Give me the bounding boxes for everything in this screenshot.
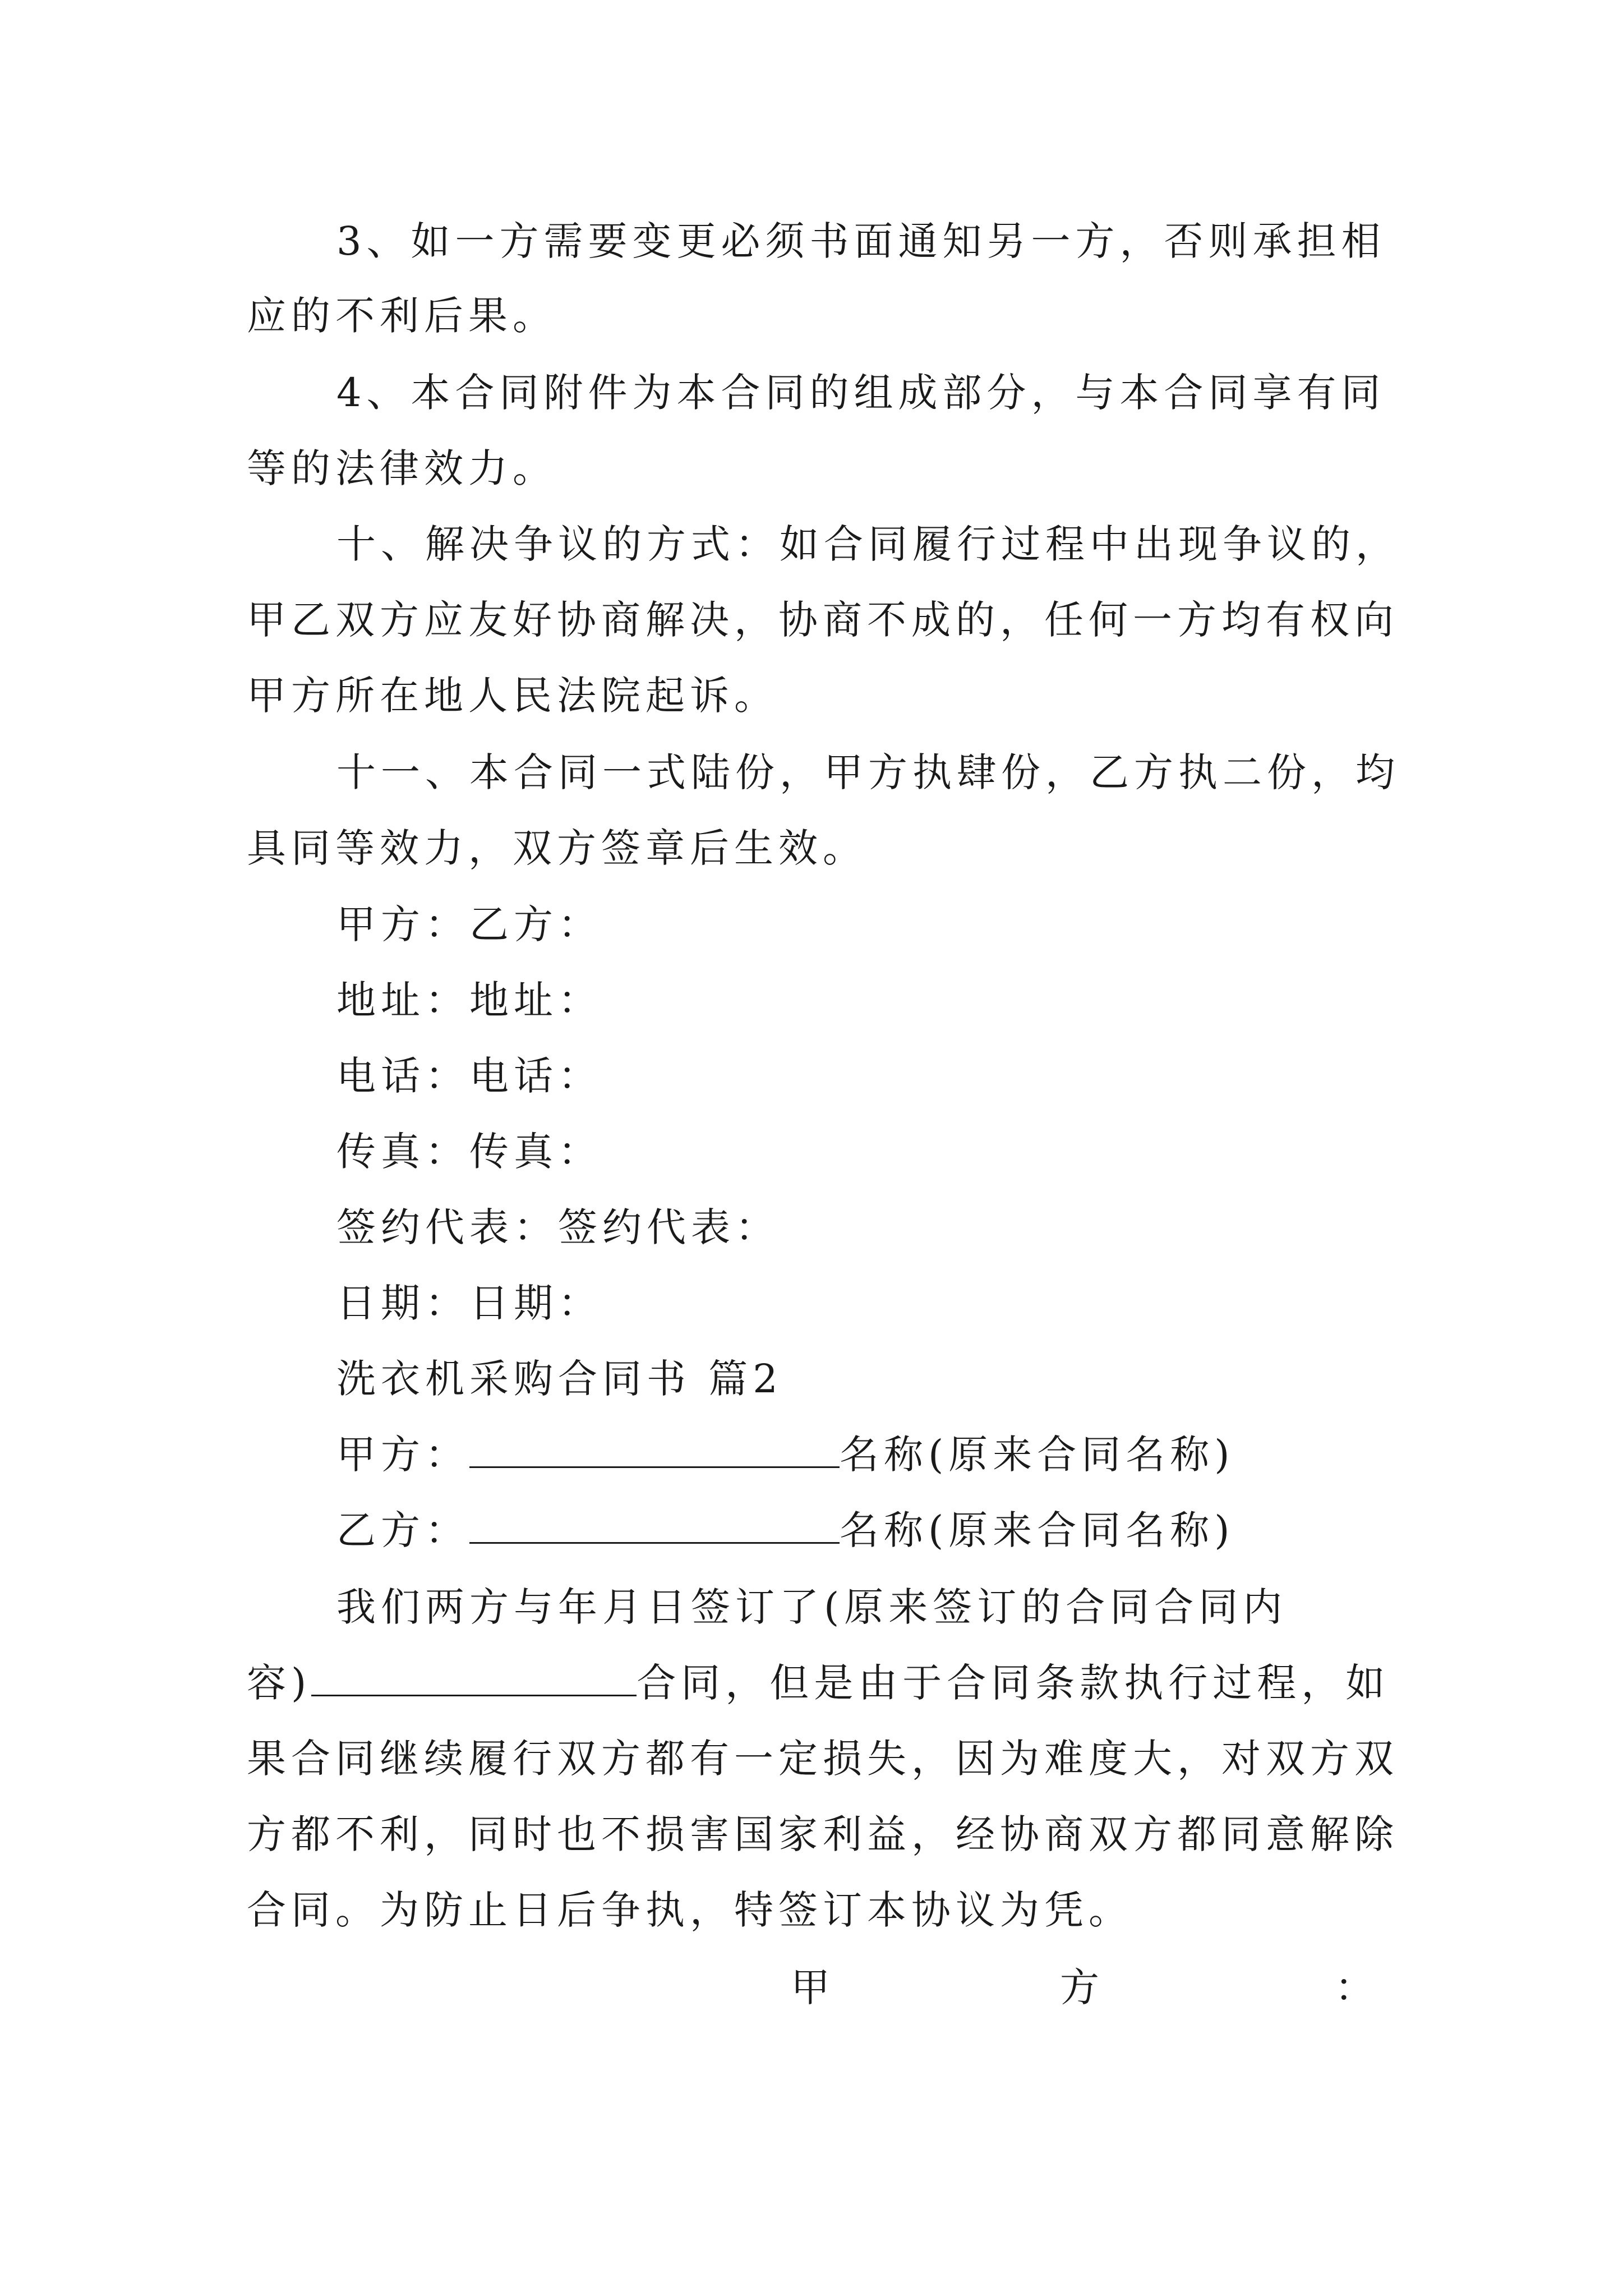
signature-char-1: 甲 xyxy=(791,1964,830,2010)
party-field: 甲方：乙方： xyxy=(336,901,602,947)
agreement-line-1: 我们两方与年月日签订了(原来签订的合同合同内 xyxy=(336,1584,1288,1630)
section-title: 洗衣机采购合同书 篇2 xyxy=(336,1356,783,1402)
clause-11-line-1: 十一、本合同一式陆份，甲方执肆份，乙方执二份，均 xyxy=(336,749,1400,795)
phone-field: 电话：电话： xyxy=(336,1053,602,1099)
signature-char-3: ： xyxy=(1335,1964,1374,2010)
agreement-line-4: 方都不利，同时也不损害国家利益，经协商双方都同意解除 xyxy=(247,1811,1399,1857)
clause-10-line-1: 十、解决争议的方式：如合同履行过程中出现争议的， xyxy=(336,521,1400,567)
signature-char-2: 方 xyxy=(1060,1964,1099,2010)
clause-11-line-2: 具同等效力，双方签章后生效。 xyxy=(247,825,867,871)
party-a-label: 甲方： xyxy=(336,1432,469,1478)
clause-3-line-1: 3、如一方需要变更必须书面通知另一方，否则承担相 xyxy=(336,218,1386,264)
party-b-line xyxy=(336,1505,1235,1556)
party-a-suffix: 名称(原来合同名称) xyxy=(840,1432,1235,1478)
fax-field: 传真：传真： xyxy=(336,1129,602,1175)
party-a-line xyxy=(336,1429,1235,1480)
party-b-suffix: 名称(原来合同名称) xyxy=(840,1507,1235,1553)
agreement-line-2-prefix: 容) xyxy=(247,1660,312,1706)
clause-10-line-3: 甲方所在地人民法院起诉。 xyxy=(247,673,778,719)
clause-3-line-2: 应的不利后果。 xyxy=(247,293,557,339)
address-field: 地址：地址： xyxy=(336,977,602,1023)
clause-4-line-1: 4、本合同附件为本合同的组成部分，与本合同享有同 xyxy=(336,370,1386,416)
party-a-blank xyxy=(469,1432,840,1468)
date-field: 日期：日期： xyxy=(336,1280,602,1326)
party-b-label: 乙方： xyxy=(336,1507,469,1553)
representative-field: 签约代表：签约代表： xyxy=(336,1204,780,1250)
agreement-line-2-suffix: 合同，但是由于合同条款执行过程，如 xyxy=(637,1660,1390,1706)
agreement-line-2 xyxy=(247,1658,1390,1708)
clause-10-line-2: 甲乙双方应友好协商解决，协商不成的，任何一方均有权向 xyxy=(247,597,1399,643)
contract-name-blank xyxy=(311,1660,637,1696)
party-b-blank xyxy=(469,1507,840,1544)
agreement-line-5: 合同。为防止日后争执，特签订本协议为凭。 xyxy=(247,1887,1133,1933)
clause-4-line-2: 等的法律效力。 xyxy=(247,445,557,491)
agreement-line-3: 果合同继续履行双方都有一定损失，因为难度大，对双方双 xyxy=(247,1736,1399,1782)
